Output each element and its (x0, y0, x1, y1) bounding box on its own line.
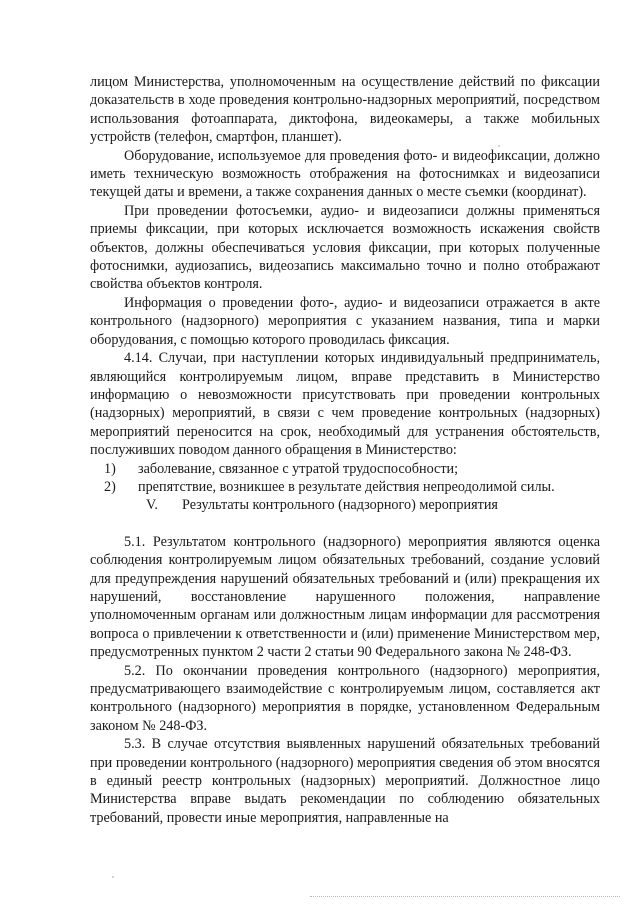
paragraph-photo-methods: При проведении фотосъемки, аудио- и видеозаписи должны применяться приемы фиксации, при которых исключается возможность искажения свойств объектов, должны обеспечиваться условия фиксации, при которых полученные фотоснимки, аудиозапись, видеозапись максимально точно и полно отображают свойства объектов контроля. (90, 202, 600, 293)
circumstances-list (90, 460, 600, 497)
paragraph-5-1: 5.1. Результатом контрольного (надзорного) мероприятия являются оценка соблюдения контролируемым лицом обязательных требований, создание условий для предупреждения нарушений обязательных требований и (или) прекращения их нарушений, восстановление нарушенного положения, направление уполномоченным органам или должностным лицам информации для рассмотрения вопроса о привлечении к ответственности и (или) применение Министерством мер, предусмотренных пунктом 2 части 2 статьи 90 Федерального закона № 248-ФЗ. (90, 533, 600, 661)
scan-edge-line (310, 896, 620, 897)
list-item (90, 460, 600, 478)
section-heading (90, 496, 600, 514)
section-number: V. (146, 497, 158, 514)
paragraph-fixation-continued: лицом Министерства, уполномоченным на осуществление действий по фиксации доказательств в ходе проведения контрольно-надзорных мероприятий, посредством использования фотоаппарата, диктофона, видеокамеры, а также мобильных устройств (телефон, смартфон, планшет). (90, 74, 600, 146)
body-text-top (90, 73, 600, 460)
scan-speck (112, 876, 114, 878)
paragraph-equipment: Оборудование, используемое для проведения фото- и видеофиксации, должно иметь техническую возможность отображения на фотоснимках и видеозаписи текущей даты и времени, а также сохранения данных о месте съемки (координат). (90, 147, 600, 201)
list-item-number: 1) (104, 460, 116, 477)
paragraph-4-14: 4.14. Случаи, при наступлении которых индивидуальный предприниматель, являющийся контролируемым лицом, вправе представить в Министерство информацию о невозможности присутствовать при проведении контрольных (надзорных) мероприятий, в связи с чем проведение контрольных (надзорных) мероприятий переносится на срок, необходимый для устранения обстоятельств, послуживших поводом данного обращения в Министерство: (90, 350, 600, 459)
list-item-number: 2) (104, 478, 116, 495)
paragraph-5-3: 5.3. В случае отсутствия выявленных нарушений обязательных требований при проведении контрольного (надзорного) мероприятия сведения об этом вносятся в единый реестр контрольных (надзорных) мероприятий. Должностное лицо Министерства вправе выдать рекомендации по соблюдению обязательных требований, провести иные мероприятия, направленные на (90, 736, 600, 826)
scan-speck (498, 145, 500, 147)
list-item-text: заболевание, связанное с утратой трудоспособности; (138, 460, 459, 477)
section-title: Результаты контрольного (надзорного) мероприятия (182, 497, 498, 514)
paragraph-5-2: 5.2. По окончании проведения контрольного (надзорного) мероприятия, предусматривающего взаимодействие с контролируемым лицом, составляется акт контрольного (надзорного) мероприятия в порядке, установленном Федеральным законом № 248-ФЗ. (90, 662, 600, 734)
body-text-bottom (90, 533, 600, 828)
list-item-text: препятствие, возникшее в результате действия непреодолимой силы. (138, 478, 555, 495)
paragraph-recording-info: Информация о проведении фото-, аудио- и видеозаписи отражается в акте контрольного (надзорного) мероприятия с указанием названия, типа и марки оборудования, с помощью которого проводилась фиксация. (90, 294, 600, 348)
list-item (90, 478, 600, 496)
